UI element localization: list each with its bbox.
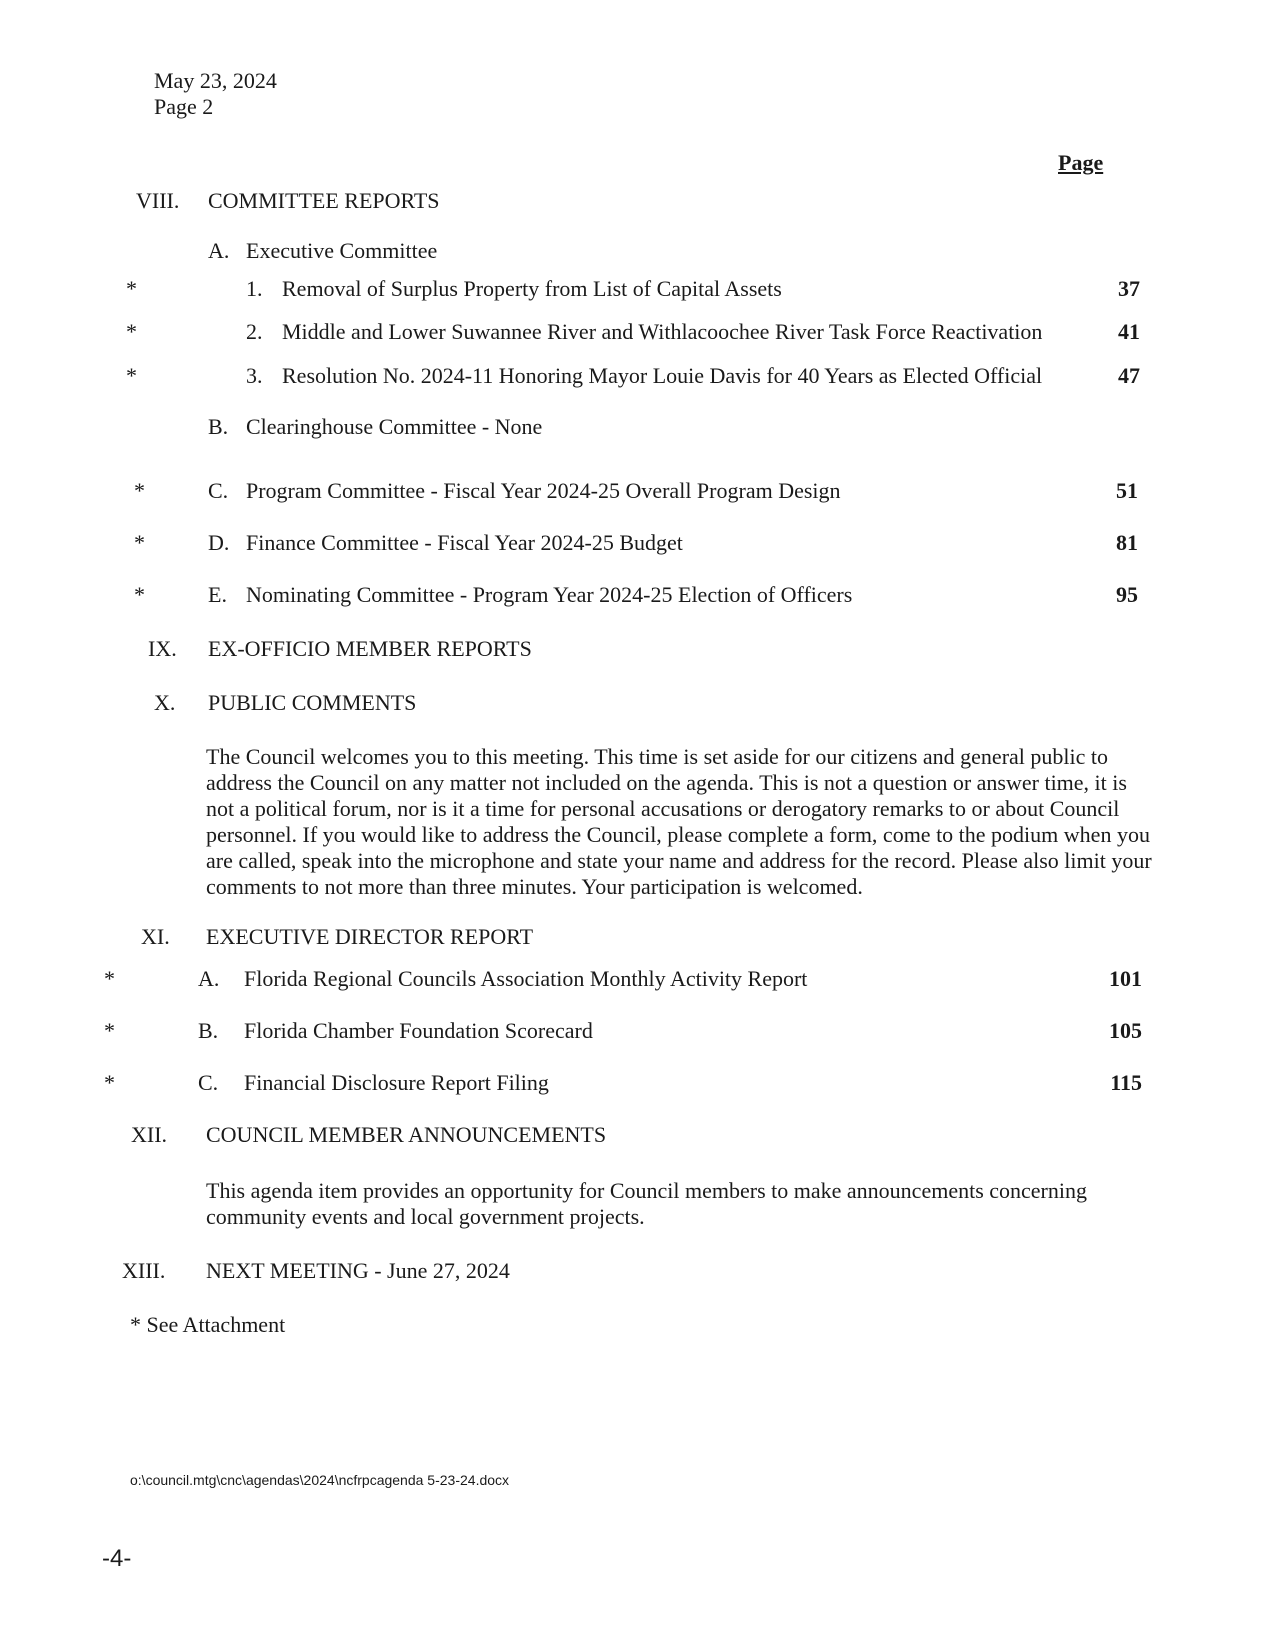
section-xi-title: EXECUTIVE DIRECTOR REPORT bbox=[206, 924, 534, 949]
agenda-item-page: 101 bbox=[1109, 966, 1142, 991]
paragraph-line: are called, speak into the microphone and state your name and address for the record. Please also limit your bbox=[206, 848, 1152, 873]
see-attachment-note: * See Attachment bbox=[130, 1312, 286, 1337]
item-number: 3. bbox=[246, 363, 263, 388]
item-number: 2. bbox=[246, 319, 263, 344]
public-comments-paragraph bbox=[206, 744, 1152, 900]
paragraph-line: personnel. If you would like to address the Council, please complete a form, come to the podium when you bbox=[206, 822, 1150, 847]
agenda-item-text: Resolution No. 2024-11 Honoring Mayor Louie Davis for 40 Years as Elected Official bbox=[282, 363, 1043, 388]
paragraph-line: address the Council on any matter not included on the agenda. This is not a question or answer time, it is bbox=[206, 770, 1127, 795]
agenda-item-page: 115 bbox=[1110, 1070, 1142, 1095]
paragraph-line: This agenda item provides an opportunity for Council members to make announcements concerning bbox=[206, 1178, 1087, 1203]
attachment-star: * bbox=[134, 478, 145, 503]
agenda-item-page: 47 bbox=[1118, 363, 1140, 388]
page-number: -4- bbox=[102, 1545, 132, 1572]
finance-committee-letter: D. bbox=[208, 530, 230, 555]
section-viii-numeral: VIII. bbox=[136, 188, 180, 213]
program-committee: Program Committee - Fiscal Year 2024-25 Overall Program Design bbox=[246, 478, 841, 503]
attachment-star: * bbox=[104, 1018, 115, 1043]
agenda-item-page: 105 bbox=[1109, 1018, 1142, 1043]
item-letter: A. bbox=[198, 966, 220, 991]
section-xii-title: COUNCIL MEMBER ANNOUNCEMENTS bbox=[206, 1122, 607, 1147]
attachment-star: * bbox=[104, 966, 115, 991]
clearinghouse-letter: B. bbox=[208, 414, 229, 439]
section-ix-numeral: IX. bbox=[148, 636, 177, 661]
nominating-committee-letter: E. bbox=[208, 582, 227, 607]
section-xiii-numeral: XIII. bbox=[122, 1258, 166, 1283]
paragraph-line: comments to not more than three minutes. Your participation is welcomed. bbox=[206, 874, 863, 899]
agenda-item-page: 51 bbox=[1116, 478, 1138, 503]
agenda-item-page: 81 bbox=[1116, 530, 1138, 555]
section-x-numeral: X. bbox=[154, 690, 176, 715]
item-number: 1. bbox=[246, 276, 263, 301]
paragraph-line: not a political forum, nor is it a time for personal accusations or derogatory remarks to or about Council bbox=[206, 796, 1120, 821]
agenda-item-page: 37 bbox=[1118, 276, 1140, 301]
agenda-item-text: Financial Disclosure Report Filing bbox=[244, 1070, 549, 1095]
agenda-item-text: Middle and Lower Suwannee River and Withlacoochee River Task Force Reactivation bbox=[282, 319, 1043, 344]
next-meeting: NEXT MEETING - June 27, 2024 bbox=[206, 1258, 510, 1283]
section-ix-title: EX-OFFICIO MEMBER REPORTS bbox=[208, 636, 532, 661]
agenda-item-page: 95 bbox=[1116, 582, 1138, 607]
clearinghouse-committee: Clearinghouse Committee - None bbox=[246, 414, 543, 439]
section-x-title: PUBLIC COMMENTS bbox=[208, 690, 417, 715]
executive-committee-letter: A. bbox=[208, 238, 230, 263]
nominating-committee: Nominating Committee - Program Year 2024-25 Election of Officers bbox=[246, 582, 853, 607]
agenda-item-text: Florida Regional Councils Association Monthly Activity Report bbox=[244, 966, 808, 991]
section-xii-numeral: XII. bbox=[131, 1122, 168, 1147]
attachment-star: * bbox=[134, 582, 145, 607]
agenda-item-text: Removal of Surplus Property from List of Capital Assets bbox=[282, 276, 782, 301]
finance-committee: Finance Committee - Fiscal Year 2024-25 Budget bbox=[246, 530, 683, 555]
paragraph-line: The Council welcomes you to this meeting. This time is set aside for our citizens and general public to bbox=[206, 744, 1108, 769]
document-page-label: Page 2 bbox=[154, 94, 214, 119]
document-date: May 23, 2024 bbox=[154, 68, 277, 93]
item-letter: B. bbox=[198, 1018, 219, 1043]
page-column-header: Page bbox=[1058, 150, 1104, 175]
file-path: o:\council.mtg\cnc\agendas\2024\ncfrpcagenda 5-23-24.docx bbox=[130, 1472, 510, 1488]
agenda-item-page: 41 bbox=[1118, 319, 1140, 344]
agenda-item-text: Florida Chamber Foundation Scorecard bbox=[244, 1018, 593, 1043]
section-viii-title: COMMITTEE REPORTS bbox=[208, 188, 440, 213]
attachment-star: * bbox=[134, 530, 145, 555]
attachment-star: * bbox=[104, 1070, 115, 1095]
executive-committee-title: Executive Committee bbox=[246, 238, 438, 263]
section-xi-numeral: XI. bbox=[141, 924, 170, 949]
attachment-star: * bbox=[126, 319, 137, 344]
program-committee-letter: C. bbox=[208, 478, 229, 503]
attachment-star: * bbox=[126, 276, 137, 301]
paragraph-line: community events and local government projects. bbox=[206, 1204, 645, 1229]
attachment-star: * bbox=[126, 363, 137, 388]
item-letter: C. bbox=[198, 1070, 219, 1095]
announcements-paragraph bbox=[206, 1178, 1087, 1230]
